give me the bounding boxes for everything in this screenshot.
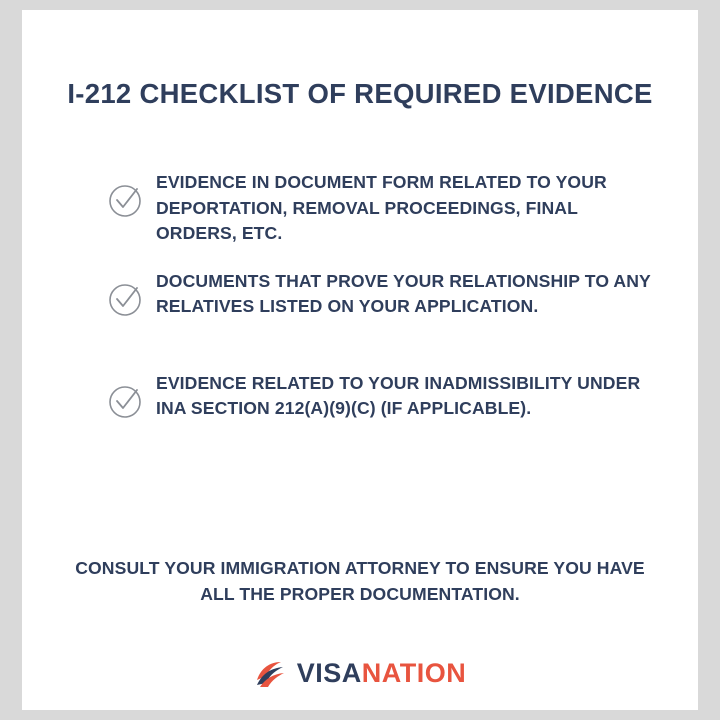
list-item xyxy=(92,170,652,247)
logo-text-nation: NATION xyxy=(361,658,467,688)
checklist xyxy=(92,170,652,465)
page-title: I-212 CHECKLIST OF REQUIRED EVIDENCE xyxy=(67,78,653,109)
check-circle-icon xyxy=(108,283,142,317)
check-circle-icon xyxy=(108,385,142,419)
footer-note: CONSULT YOUR IMMIGRATION ATTORNEY TO ENSURE YOU HAVE ALL THE PROPER DOCUMENTATION. xyxy=(75,558,645,605)
list-item xyxy=(92,371,652,443)
visanation-logo xyxy=(22,658,698,689)
list-item xyxy=(92,269,652,341)
logo-text-visa: VISA xyxy=(296,658,362,688)
checklist-card xyxy=(22,10,698,710)
visanation-swoosh-icon xyxy=(254,659,288,689)
list-item-label: EVIDENCE IN DOCUMENT FORM RELATED TO YOUR DEPORTATION, REMOVAL PROCEEDINGS, FINAL ORDERS, ETC. xyxy=(156,172,607,243)
check-circle-icon xyxy=(108,184,142,218)
list-item-label: DOCUMENTS THAT PROVE YOUR RELATIONSHIP TO ANY RELATIVES LISTED ON YOUR APPLICATION. xyxy=(156,270,651,316)
list-item-label: EVIDENCE RELATED TO YOUR INADMISSIBILITY UNDER INA SECTION 212(A)(9)(C) (IF APPLICABLE). xyxy=(156,372,641,418)
